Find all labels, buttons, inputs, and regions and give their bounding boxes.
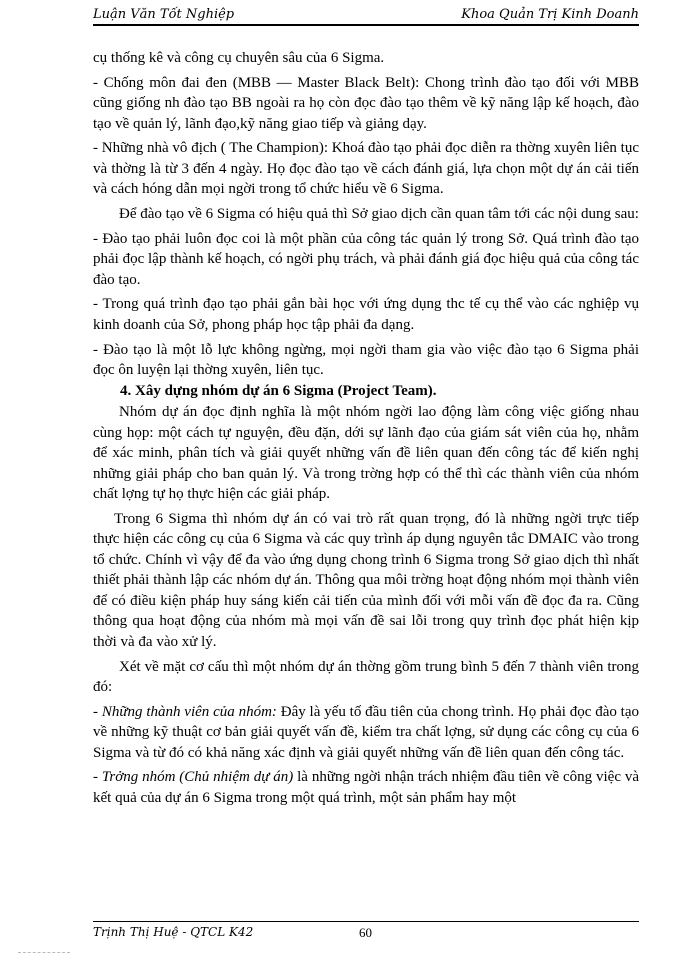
header-faculty: Khoa Quản Trị Kinh Doanh [461,7,639,22]
page-number: 60 [359,925,372,940]
leader-text: là những ngời nhận trách nhiệm đầu tiên về công việc và kết quả của dự án 6 Sigma trong một quá trình, một sản phẩm hay một [93,769,640,806]
paragraph-bullet: - Đào tạo là một lỗ lực không ngừng, mọi ngời tham gia vào việc đào tạo 6 Sigma phải đọc ôn luyện lại thờng xuyên, liên tục. [93,341,639,379]
paragraph-bullet: - Trong quá trình đạo tạo phải gắn bài học với ứng dụng thc tế cụ thể vào các nghiệp vụ kinh doanh của Sở, phong pháp học tập phải đa dạng. [93,296,639,333]
paragraph-mbb: - Chống môn đai đen (MBB — Master Black Belt): Chong trình đào tạo đối với MBB cũng giống nh đào tạo BB ngoài ra họ còn đọc đào tạo thêm về kỹ năng lập kế hoạch, đào tạo về quản lý, lãnh đạo,kỹ năng giao tiếp và giảng dạy. [93,74,639,132]
paragraph-intro: Để đào tạo về 6 Sigma có hiệu quả thì Sở giao dịch cần quan tâm tới các nội dung sau: [119,206,639,223]
page-header [93,6,639,26]
paragraph-champion: - Những nhà vô địch ( The Champion): Khoá đào tạo phải đọc diễn ra thờng xuyên liên tục và thờng là từ 3 đến 4 ngày. Họ đọc đào tạo về cách đánh giá, lựa chọn một dự án cải tiến và cách hóng dẫn mọi ngời trong tổ chức hiểu về 6 Sigma. [93,140,639,198]
paragraph: Nhóm dự án đọc định nghĩa là một nhóm ngời lao động làm công việc giống nhau cùng họp: một cách tự nguyện, đều đặn, dới sự lãnh đạo của giám sát viên của họ, nhằm để xác minh, phân tích và giải quyết những vấn đề liên quan đến công tác để kiến nghị những giải pháp cho ban quản lý. Và trong trờng hợp có thể thì các thành viên của nhóm chất lợng tự họ thực hiện các giải pháp. [93,404,639,503]
header-thesis-title: Luận Văn Tốt Nghiệp [93,7,235,22]
paragraph: Xét về mặt cơ cấu thì một nhóm dự án thờng gồm trung bình 5 đến 7 thành viên trong đó: [93,658,639,695]
paragraph-leader: - Trởng nhóm (Chủ nhiệm dự án) là những ngời nhận trách nhiệm đầu tiên về công việc và kết quả của dự án 6 Sigma trong một quá trình, một sản phẩm hay một [93,769,640,806]
term-members: Những thành viên của nhóm: [101,703,277,720]
paragraph-bullet: - Đào tạo phải luôn đọc coi là một phần của công tác quản lý trong Sở. Quá trình đào tạo phải đọc lập thành kế hoạch, có ngời phụ trách, và phải đánh giá đọc hiệu quả của công tác đào tạo. [93,230,639,288]
footer-author: Trịnh Thị Huệ - QTCL K42 [93,925,254,939]
page-footer [93,921,639,938]
paragraph: Trong 6 Sigma thì nhóm dự án có vai trò rất quan trọng, đó là những ngời trực tiếp thực hiện các công cụ của 6 Sigma và các quy trình áp dụng nguyên tắc DMAIC vào trong tổ chức. Chính vì vậy để đa vào ứng dụng chong trình 6 Sigma trong Sở giao dịch thì nhất thiết phải thành lập các nhóm dự án. Thông qua môi trờng hoạt động nhóm mọi thành viên để có điều kiện pháp huy sáng kiến cải tiến của mình đối với mỗi vấn đề đọc đa ra. Cũng thông qua hoạt động của nhóm mà mọi vấn đề sai lỗi trong quy trình đọc phát hiện kịp thời và đa vào xử lý. [93,510,639,650]
page-body [93,48,639,813]
members-text: Đây là yếu tố đầu tiên của chong trình. Họ phải đọc đào tạo về những kỹ thuật cơ bản giải quyết vấn đề, kiểm tra chất lợng, sử dụng các công cụ của 6 Sigma và từ đó có khả năng xác định và giải quyết những vấn đề liên quan đến công tác. [93,703,639,761]
section-heading: 4. Xây dựng nhóm dự án 6 Sigma (Project Team). [120,382,437,399]
term-leader: Trởng nhóm (Chủ nhiệm dự án) [101,769,294,786]
corner-mark [18,952,70,953]
paragraph: cụ thống kê và công cụ chuyên sâu của 6 Sigma. [93,50,385,66]
paragraph-members: - Những thành viên của nhóm: Đây là yếu tố đầu tiên của chong trình. Họ phải đọc đào tạo về những kỹ thuật cơ bản giải quyết vấn đề, kiểm tra chất lợng, sử dụng các công cụ của 6 Sigma và từ đó có khả năng xác định và giải quyết những vấn đề liên quan đến công tác. [93,703,639,761]
